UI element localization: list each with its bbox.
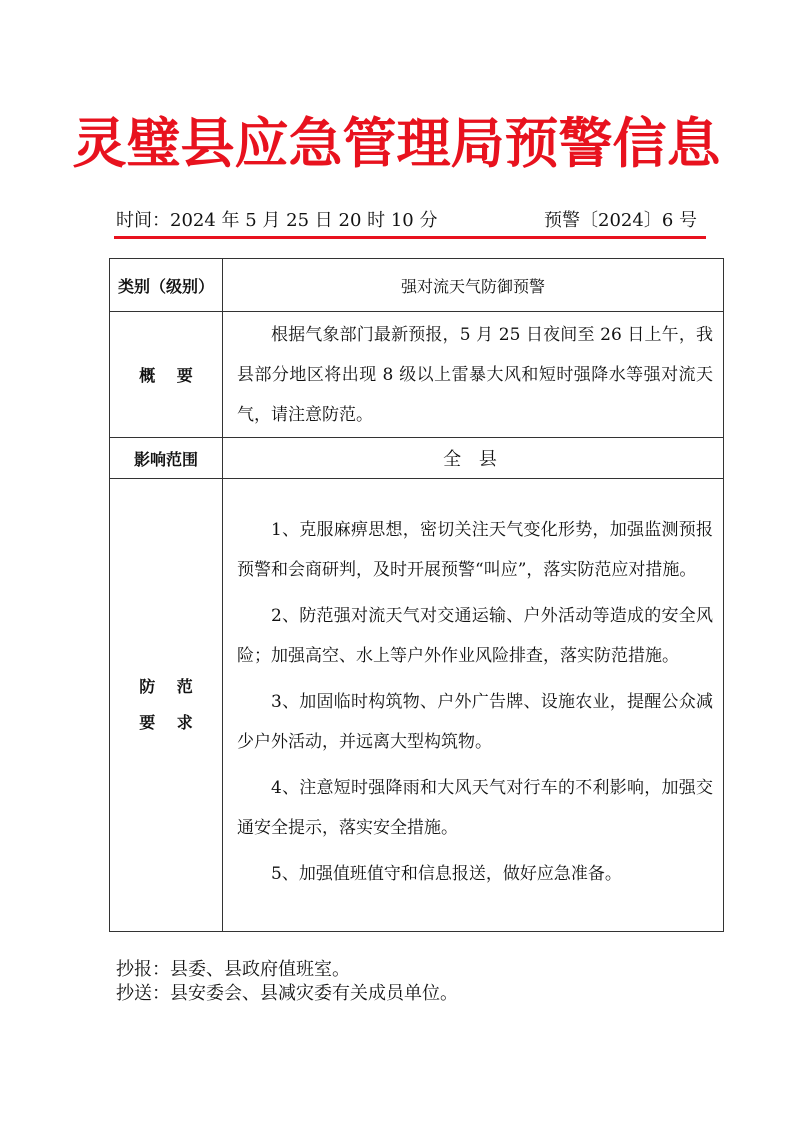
scope-row: [110, 438, 724, 479]
requirement-item: 4、注意短时强降雨和大风天气对行车的不利影响，加强交通安全提示，落实安全措施。: [237, 778, 713, 838]
red-divider-line: [114, 236, 706, 239]
report-to-line: 抄报：县委、县政府值班室。: [116, 959, 350, 980]
summary-text: 根据气象部门最新预报，5 月 25 日夜间至 26 日上午，我县部分地区将出现 8 级以上雷暴大风和短时强降水等强对流天气，请注意防范。: [237, 324, 713, 425]
summary-label: 概 要: [110, 312, 223, 438]
requirements-row: [110, 479, 724, 932]
requirement-item: 1、克服麻痹思想，密切关注天气变化形势，加强监测预报预警和会商研判，及时开展预警“叫应”，落实防范应对措施。: [237, 520, 713, 580]
requirement-item: 5、加强值班值守和信息报送，做好应急准备。: [271, 864, 622, 884]
document-title: 灵璧县应急管理局预警信息: [72, 112, 721, 175]
document-number: 预警〔2024〕6 号: [544, 210, 697, 231]
requirement-item: 3、加固临时构筑物、户外广告牌、设施农业，提醒公众减少户外活动，并远离大型构筑物。: [237, 692, 713, 752]
summary-cell: [223, 312, 724, 438]
summary-row: [110, 312, 724, 438]
issue-time: 时间：2024 年 5 月 25 日 20 时 10 分: [116, 210, 438, 231]
category-value: 强对流天气防御预警: [223, 259, 724, 312]
category-row: [110, 259, 724, 312]
scope-value: 全 县: [223, 438, 724, 479]
scope-label: 影响范围: [110, 438, 223, 479]
requirements-label-line1: 防 范: [139, 677, 193, 696]
requirements-label-line2: 要 求: [139, 713, 193, 732]
requirements-cell: [223, 479, 724, 932]
requirement-item: 2、防范强对流天气对交通运输、户外活动等造成的安全风险；加强高空、水上等户外作业风险排查，落实防范措施。: [237, 606, 713, 666]
category-label: 类别（级别）: [110, 259, 223, 312]
copy-to-line: 抄送：县安委会、县减灾委有关成员单位。: [116, 983, 458, 1004]
requirements-label: [110, 479, 223, 932]
distribution-footer: [116, 958, 458, 1006]
warning-table: [109, 258, 724, 932]
